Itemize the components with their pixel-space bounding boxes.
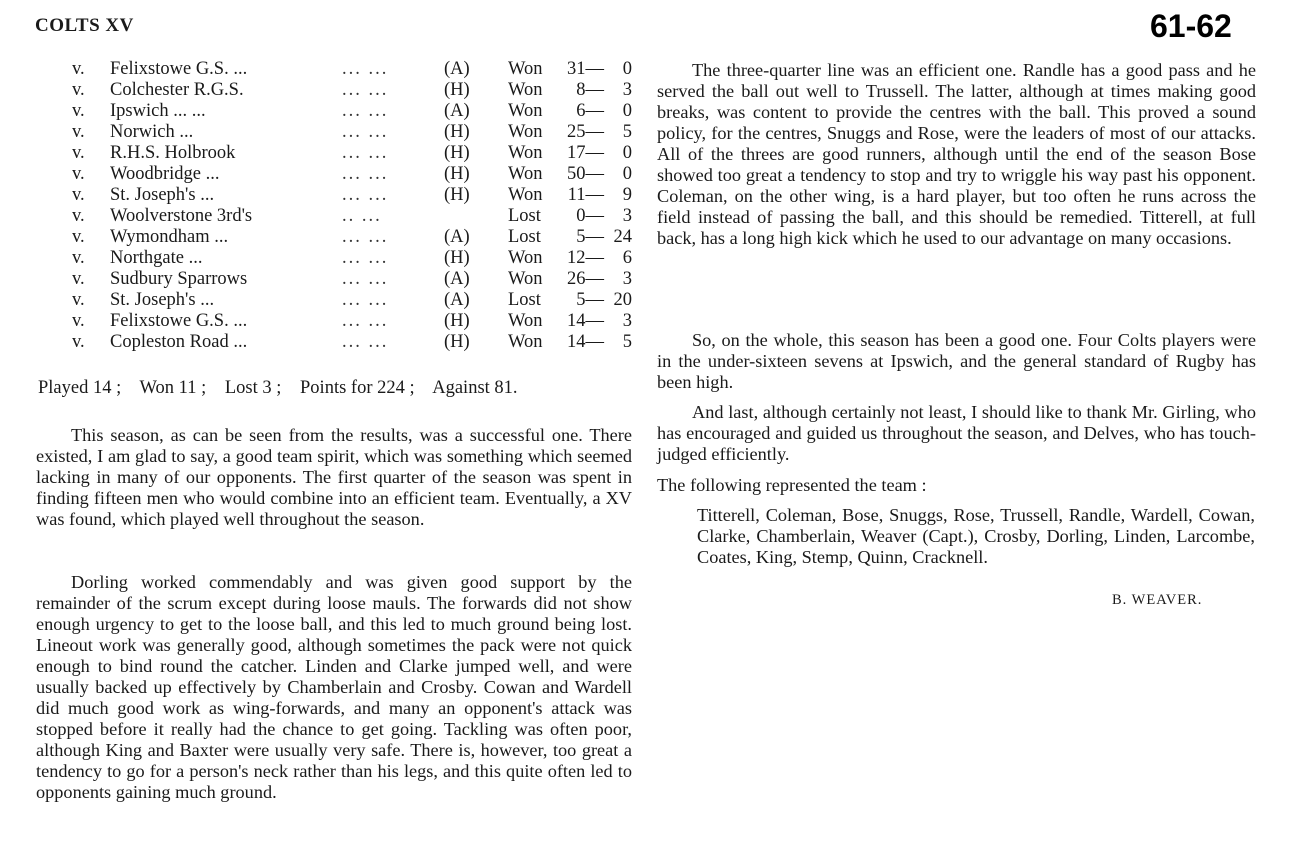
fixture-score-for: 31— [567, 59, 604, 79]
fixture-opponent: Wymondham ... [110, 227, 229, 247]
fixture-score-against: 3 [622, 206, 632, 226]
fixture-leader-dots: ... ... [342, 227, 389, 247]
fixture-venue: (A) [444, 269, 470, 289]
fixture-result: Lost [508, 206, 541, 226]
fixture-leader-dots: ... ... [342, 80, 389, 100]
fixture-leader-dots: ... ... [342, 332, 389, 352]
fixture-v: v. [72, 248, 85, 268]
fixture-score-for: 11— [567, 185, 604, 205]
fixture-v: v. [72, 164, 85, 184]
fixture-row [72, 122, 642, 143]
fixtures-list [72, 59, 642, 353]
fixture-leader-dots: ... ... [342, 143, 389, 163]
fixture-v: v. [72, 143, 85, 163]
fixture-row [72, 80, 642, 101]
fixture-opponent: Northgate ... [110, 248, 203, 268]
report-paragraph-thanks: And last, although certainly not least, I should like to thank Mr. Girling, who has encouraged and guided us throughout the season, and Delves, who has touch-judged efficiently. [657, 402, 1256, 464]
fixture-v: v. [72, 269, 85, 289]
fixture-score-for: 26— [567, 269, 604, 289]
summary-points-for: Points for 224 ; [300, 378, 415, 398]
fixture-score-against: 5 [622, 332, 632, 352]
fixture-score-against: 6 [622, 248, 632, 268]
fixture-score-against: 3 [622, 311, 632, 331]
fixture-v: v. [72, 206, 85, 226]
fixture-score-for: 50— [567, 164, 604, 184]
report-paragraph-season: This season, as can be seen from the results, was a successful one. There existed, I am glad to say, a good team spirit, which was something which seemed lacking in many of our opponents. The first quarter of the season was spent in finding fifteen men who would combine into an efficient team. Eventually, a XV was found, which played well throughout the season. [36, 425, 632, 529]
fixture-venue: (A) [444, 227, 470, 247]
fixture-row [72, 311, 642, 332]
team-list: Titterell, Coleman, Bose, Snuggs, Rose, Trussell, Randle, Wardell, Cowan, Clarke, Chamberlain, Weaver (Capt.), Crosby, Dorling, Linden, Larcombe, Coates, King, Stemp, Quinn, Cracknell. [697, 505, 1255, 567]
fixture-v: v. [72, 227, 85, 247]
report-paragraph-forwards: Dorling worked commendably and was given good support by the remainder of the scrum except during loose mauls. The forwards did not show enough urgency to get to the loose ball, and this led to much ground being lost. Lineout work was generally good, although sometimes the pack were not quick enough to bind round the catcher. Linden and Clarke jumped well, and were usually backed up effectively by Chamberlain and Crosby. Cowan and Wardell did much good work as wing-forwards, and many an opponent's attack was stopped before it really had the chance to get going. Tackling was often poor, although King and Baxter were usually very safe. There is, however, too great a tendency to go for a person's neck rather than his legs, and this quite often led to opponents gaining much ground. [36, 572, 632, 802]
fixture-result: Lost [508, 227, 541, 247]
fixture-row [72, 332, 642, 353]
fixture-leader-dots: .. ... [342, 206, 382, 226]
fixture-opponent: Sudbury Sparrows [110, 269, 248, 289]
team-intro: The following represented the team : [657, 475, 927, 495]
fixture-venue: (H) [444, 248, 470, 268]
fixture-result: Won [508, 248, 543, 268]
fixture-score-for: 12— [567, 248, 604, 268]
fixture-row [72, 206, 642, 227]
fixture-result: Won [508, 269, 543, 289]
fixture-v: v. [72, 80, 85, 100]
fixture-result: Lost [508, 290, 541, 310]
fixture-leader-dots: ... ... [342, 269, 389, 289]
fixture-row [72, 185, 642, 206]
fixture-score-for: 0— [576, 206, 604, 226]
fixture-row [72, 248, 642, 269]
report-paragraph-backs: The three-quarter line was an efficient one. Randle has a good pass and he served the ball out well to Trussell. The latter, although at times making good breaks, was content to provide the centres with the ball. This proved a sound policy, for the centres, Snuggs and Rose, were the leaders of most of our attacks. All of the threes are good runners, although until the end of the season Bose showed too great a tendency to stop and try to wriggle his way past his opponent. Coleman, on the other wing, is a hard player, but too often he runs across the field instead of passing the ball, and this should be remedied. Titterell, at full back, has a long high kick which he used to our advantage on many occasions. [657, 60, 1256, 248]
fixture-leader-dots: ... ... [342, 290, 389, 310]
fixture-score-against: 20 [613, 290, 632, 310]
summary-played: Played 14 ; [38, 378, 122, 398]
fixture-opponent: R.H.S. Holbrook [110, 143, 236, 163]
fixture-leader-dots: ... ... [342, 248, 389, 268]
fixture-score-for: 5— [576, 290, 604, 310]
fixture-score-against: 0 [622, 143, 632, 163]
fixture-opponent: Woolverstone 3rd's [110, 206, 253, 226]
fixture-opponent: Ipswich ... ... [110, 101, 206, 121]
fixture-opponent: St. Joseph's ... [110, 185, 215, 205]
fixture-result: Won [508, 164, 543, 184]
fixture-score-against: 9 [622, 185, 632, 205]
fixture-venue: (H) [444, 332, 470, 352]
fixture-score-for: 25— [567, 122, 604, 142]
fixture-v: v. [72, 185, 85, 205]
fixture-score-against: 0 [622, 59, 632, 79]
summary-won: Won 11 ; [139, 378, 207, 398]
fixture-opponent: Copleston Road ... [110, 332, 248, 352]
fixture-score-for: 8— [576, 80, 604, 100]
fixture-v: v. [72, 101, 85, 121]
fixture-opponent: Felixstowe G.S. ... [110, 311, 248, 331]
fixture-result: Won [508, 59, 543, 79]
fixture-v: v. [72, 311, 85, 331]
fixture-row [72, 59, 642, 80]
fixture-result: Won [508, 332, 543, 352]
fixture-row [72, 164, 642, 185]
fixture-result: Won [508, 185, 543, 205]
fixture-opponent: Woodbridge ... [110, 164, 220, 184]
fixture-score-for: 17— [567, 143, 604, 163]
fixture-score-for: 14— [567, 311, 604, 331]
fixture-v: v. [72, 290, 85, 310]
fixture-row [72, 227, 642, 248]
fixture-v: v. [72, 332, 85, 352]
section-title: COLTS XV [35, 15, 134, 36]
fixture-leader-dots: ... ... [342, 164, 389, 184]
summary-lost: Lost 3 ; [224, 378, 282, 398]
fixture-leader-dots: ... ... [342, 59, 389, 79]
fixture-venue: (H) [444, 122, 470, 142]
fixture-score-against: 24 [613, 227, 632, 247]
fixture-score-against: 0 [622, 101, 632, 121]
fixture-score-for: 5— [576, 227, 604, 247]
fixture-leader-dots: ... ... [342, 101, 389, 121]
fixture-opponent: Colchester R.G.S. [110, 80, 244, 100]
fixture-v: v. [72, 59, 85, 79]
fixture-leader-dots: ... ... [342, 185, 389, 205]
fixture-result: Won [508, 143, 543, 163]
fixture-venue: (A) [444, 59, 470, 79]
fixture-result: Won [508, 122, 543, 142]
author-signature: B. WEAVER. [1112, 592, 1203, 608]
fixture-venue: (A) [444, 290, 470, 310]
fixture-venue: (A) [444, 101, 470, 121]
fixture-score-against: 3 [622, 80, 632, 100]
fixture-result: Won [508, 80, 543, 100]
fixture-venue: (H) [444, 185, 470, 205]
season-summary [38, 378, 532, 399]
fixture-row [72, 290, 642, 311]
summary-against: Against 81. [432, 378, 518, 398]
fixture-score-against: 3 [622, 269, 632, 289]
fixture-venue: (H) [444, 164, 470, 184]
fixture-opponent: St. Joseph's ... [110, 290, 215, 310]
fixture-v: v. [72, 122, 85, 142]
fixture-venue: (H) [444, 143, 470, 163]
fixture-score-against: 5 [622, 122, 632, 142]
fixture-row [72, 101, 642, 122]
fixture-row [72, 143, 642, 164]
fixture-score-against: 0 [622, 164, 632, 184]
fixture-opponent: Felixstowe G.S. ... [110, 59, 248, 79]
fixture-opponent: Norwich ... [110, 122, 194, 142]
season-label: 61-62 [1150, 8, 1232, 44]
fixture-score-for: 14— [567, 332, 604, 352]
fixture-leader-dots: ... ... [342, 311, 389, 331]
fixture-venue: (H) [444, 80, 470, 100]
fixture-result: Won [508, 311, 543, 331]
fixture-score-for: 6— [576, 101, 604, 121]
fixture-venue: (H) [444, 311, 470, 331]
fixture-leader-dots: ... ... [342, 122, 389, 142]
fixture-result: Won [508, 101, 543, 121]
fixture-row [72, 269, 642, 290]
report-paragraph-summary: So, on the whole, this season has been a good one. Four Colts players were in the under-sixteen sevens at Ipswich, and the general standard of Rugby has been high. [657, 330, 1256, 392]
